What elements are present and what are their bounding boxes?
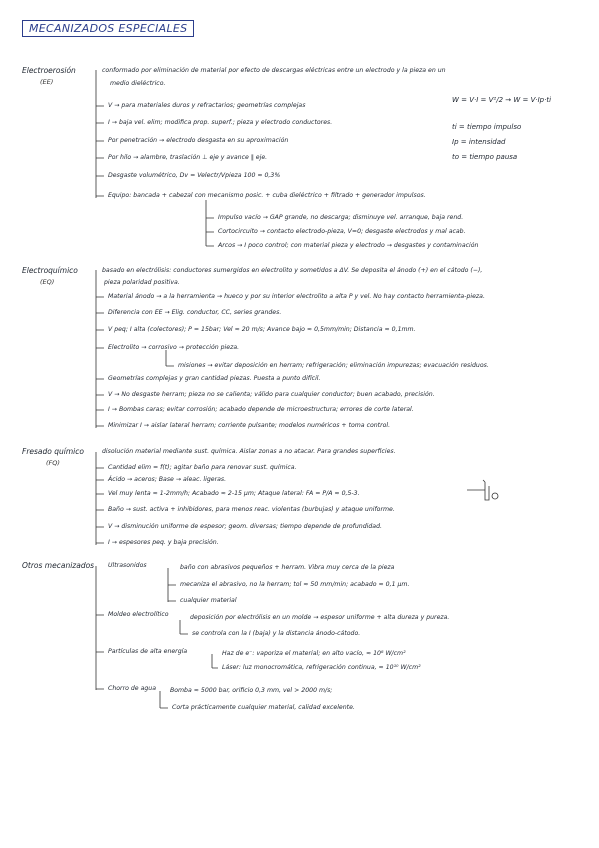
ee-formula-power: W = V·I = V²/2 → W = V·Ip·ti <box>452 96 552 104</box>
eq-line-2: Material ánodo → a la herramienta → hueco y por su interior electrolito a alta P y vel. No hay contacto herramienta-pieza. <box>108 293 485 300</box>
fq-line-4: Baño → sust. activa + inhibidores, para menos reac. violentas (burbujas) y ataque uniforme. <box>108 506 395 513</box>
fq-line-2: Ácido → aceros; Base → aleac. ligeras. <box>108 476 227 483</box>
section-abbr-eq: (EQ) <box>40 278 55 286</box>
eq-line-9: I → Bombas caras; evitar corrosión; acabado depende de microestructura; errores de corte lateral. <box>108 406 414 413</box>
om-line-11: Bomba ≈ 5000 bar, orificio 0,3 mm, vel > 2000 m/s; <box>170 687 333 694</box>
ee-line-2: V → para materiales duros y refractarios; geometrías complejas <box>108 102 306 109</box>
fq-line-6: I → espesores peq. y baja precisión. <box>108 539 219 546</box>
section-title-fq: Fresado químico <box>22 447 84 456</box>
om-line-12: Corta prácticamente cualquier material, calidad excelente. <box>172 704 355 711</box>
eq-line-5: Electrolito → corrosivo → protección pieza. <box>108 344 240 351</box>
section-title-ee: Electroerosión <box>22 66 76 75</box>
fq-line-5: V → disminución uniforme de espesor; geom. diversas; tiempo depende de profundidad. <box>108 523 382 530</box>
om-line-10: Chorro de agua <box>108 685 157 692</box>
ee-formula-ti: ti = tiempo impulso <box>452 123 522 131</box>
om-line-1: baño con abrasivos pequeños + herram. Vibra muy cerca de la pieza <box>180 564 395 571</box>
eq-line-1: pieza polaridad positiva. <box>104 279 180 286</box>
ee-formula-to: to = tiempo pausa <box>452 153 518 161</box>
ee-line-8: Impulso vacío → GAP grande, no descarga; disminuye vel. arranque, baja rend. <box>218 214 464 221</box>
om-line-6: se controla con la I (baja) y la distancia ánodo-cátodo. <box>192 630 361 637</box>
om-line-3: cualquier material <box>180 597 237 604</box>
ee-line-10: Arcos → I poco control; con material pieza y electrodo → desgastes y contaminación <box>218 242 479 249</box>
ee-line-1: medio dieléctrico. <box>110 80 166 87</box>
eq-line-6: misiones → evitar deposición en herram; refrigeración; eliminación impurezas; evacuación residuos. <box>178 362 489 369</box>
ee-formula-ip: Ip = intensidad <box>452 138 506 146</box>
eq-line-0: basado en electrólisis: conductores sumergidos en electrolito y sometidos a ΔV. Se deposita el ánodo (+) en el cátodo (−), <box>102 267 483 274</box>
eq-line-10: Minimizar I → aislar lateral herram; corriente pulsante; modelos numéricos + toma control. <box>108 422 391 429</box>
om-line-7: Partículas de alta energía <box>108 648 188 655</box>
section-abbr-ee: (EE) <box>40 78 54 86</box>
eq-line-7: Geometrías complejas y gran cantidad piezas. Puesta a punto difícil. <box>108 375 321 382</box>
ee-line-4: Por penetración → electrodo desgasta en su aproximación <box>108 137 289 144</box>
om-line-9: Láser: luz monocromática, refrigeración continua, ≈ 10¹⁰ W/cm² <box>222 664 421 671</box>
ee-line-3: I → baja vel. elim; modifica prop. superf.; pieza y electrodo conductores. <box>108 119 333 126</box>
etching-sketch <box>465 478 505 504</box>
ee-line-5: Por hilo → alambre, traslación ⊥ eje y avance ∥ eje. <box>108 154 268 161</box>
page-title: MECANIZADOS ESPECIALES <box>22 20 194 37</box>
om-line-4: Moldeo electrolítico <box>108 611 169 618</box>
fq-line-3: Vel muy lenta ≈ 1-2mm/h; Acabado ≈ 2-15 μm; Ataque lateral: FA = P/A ≈ 0,5-3. <box>108 490 360 497</box>
section-title-eq: Electroquímico <box>22 266 78 275</box>
ee-line-0: conformado por eliminación de material por efecto de descargas eléctricas entre un electrodo y la pieza en un <box>102 67 446 74</box>
fq-line-1: Cantidad elim = f(t); agitar baño para renovar sust. química. <box>108 464 297 471</box>
section-abbr-fq: (FQ) <box>46 459 60 467</box>
fq-line-0: disolución material mediante sust. química. Aislar zonas a no atacar. Para grandes superficies. <box>102 448 396 455</box>
ee-line-7: Equipo: bancada + cabezal con mecanismo posic. + cuba dieléctrico + filtrado + generador impulsos. <box>108 192 426 199</box>
section-title-om: Otros mecanizados <box>22 561 95 570</box>
ee-line-6: Desgaste volumétrico, Dv = Velectr/Vpieza 100 ≈ 0,3% <box>108 172 281 179</box>
om-line-2: mecaniza el abrasivo, no la herram; tol ≈ 50 mm/min; acabado ≈ 0,1 μm. <box>180 581 410 588</box>
eq-line-3: Diferencia con EE → Elig. conductor, CC, series grandes. <box>108 309 282 316</box>
om-line-8: Haz de e⁻: vaporiza el material; en alto vacío, ≈ 10⁸ W/cm² <box>222 650 406 657</box>
om-line-0: Ultrasonidos <box>108 562 147 569</box>
om-line-5: deposición por electrólisis en un molde → espesor uniforme + alta dureza y pureza. <box>190 614 450 621</box>
ee-line-9: Cortocircuito → contacto electrodo-pieza, V=0; desgaste electrodos y mal acab. <box>218 228 466 235</box>
eq-line-4: V peq; I alta (colectores); P = 15bar; Vel ≈ 20 m/s; Avance bajo ≈ 0,5mm/min; Distancia ≈ 0,1mm. <box>108 326 416 333</box>
eq-line-8: V → No desgaste herram; pieza no se calienta; válido para cualquier conductor; buen acabado, precisión. <box>108 391 435 398</box>
